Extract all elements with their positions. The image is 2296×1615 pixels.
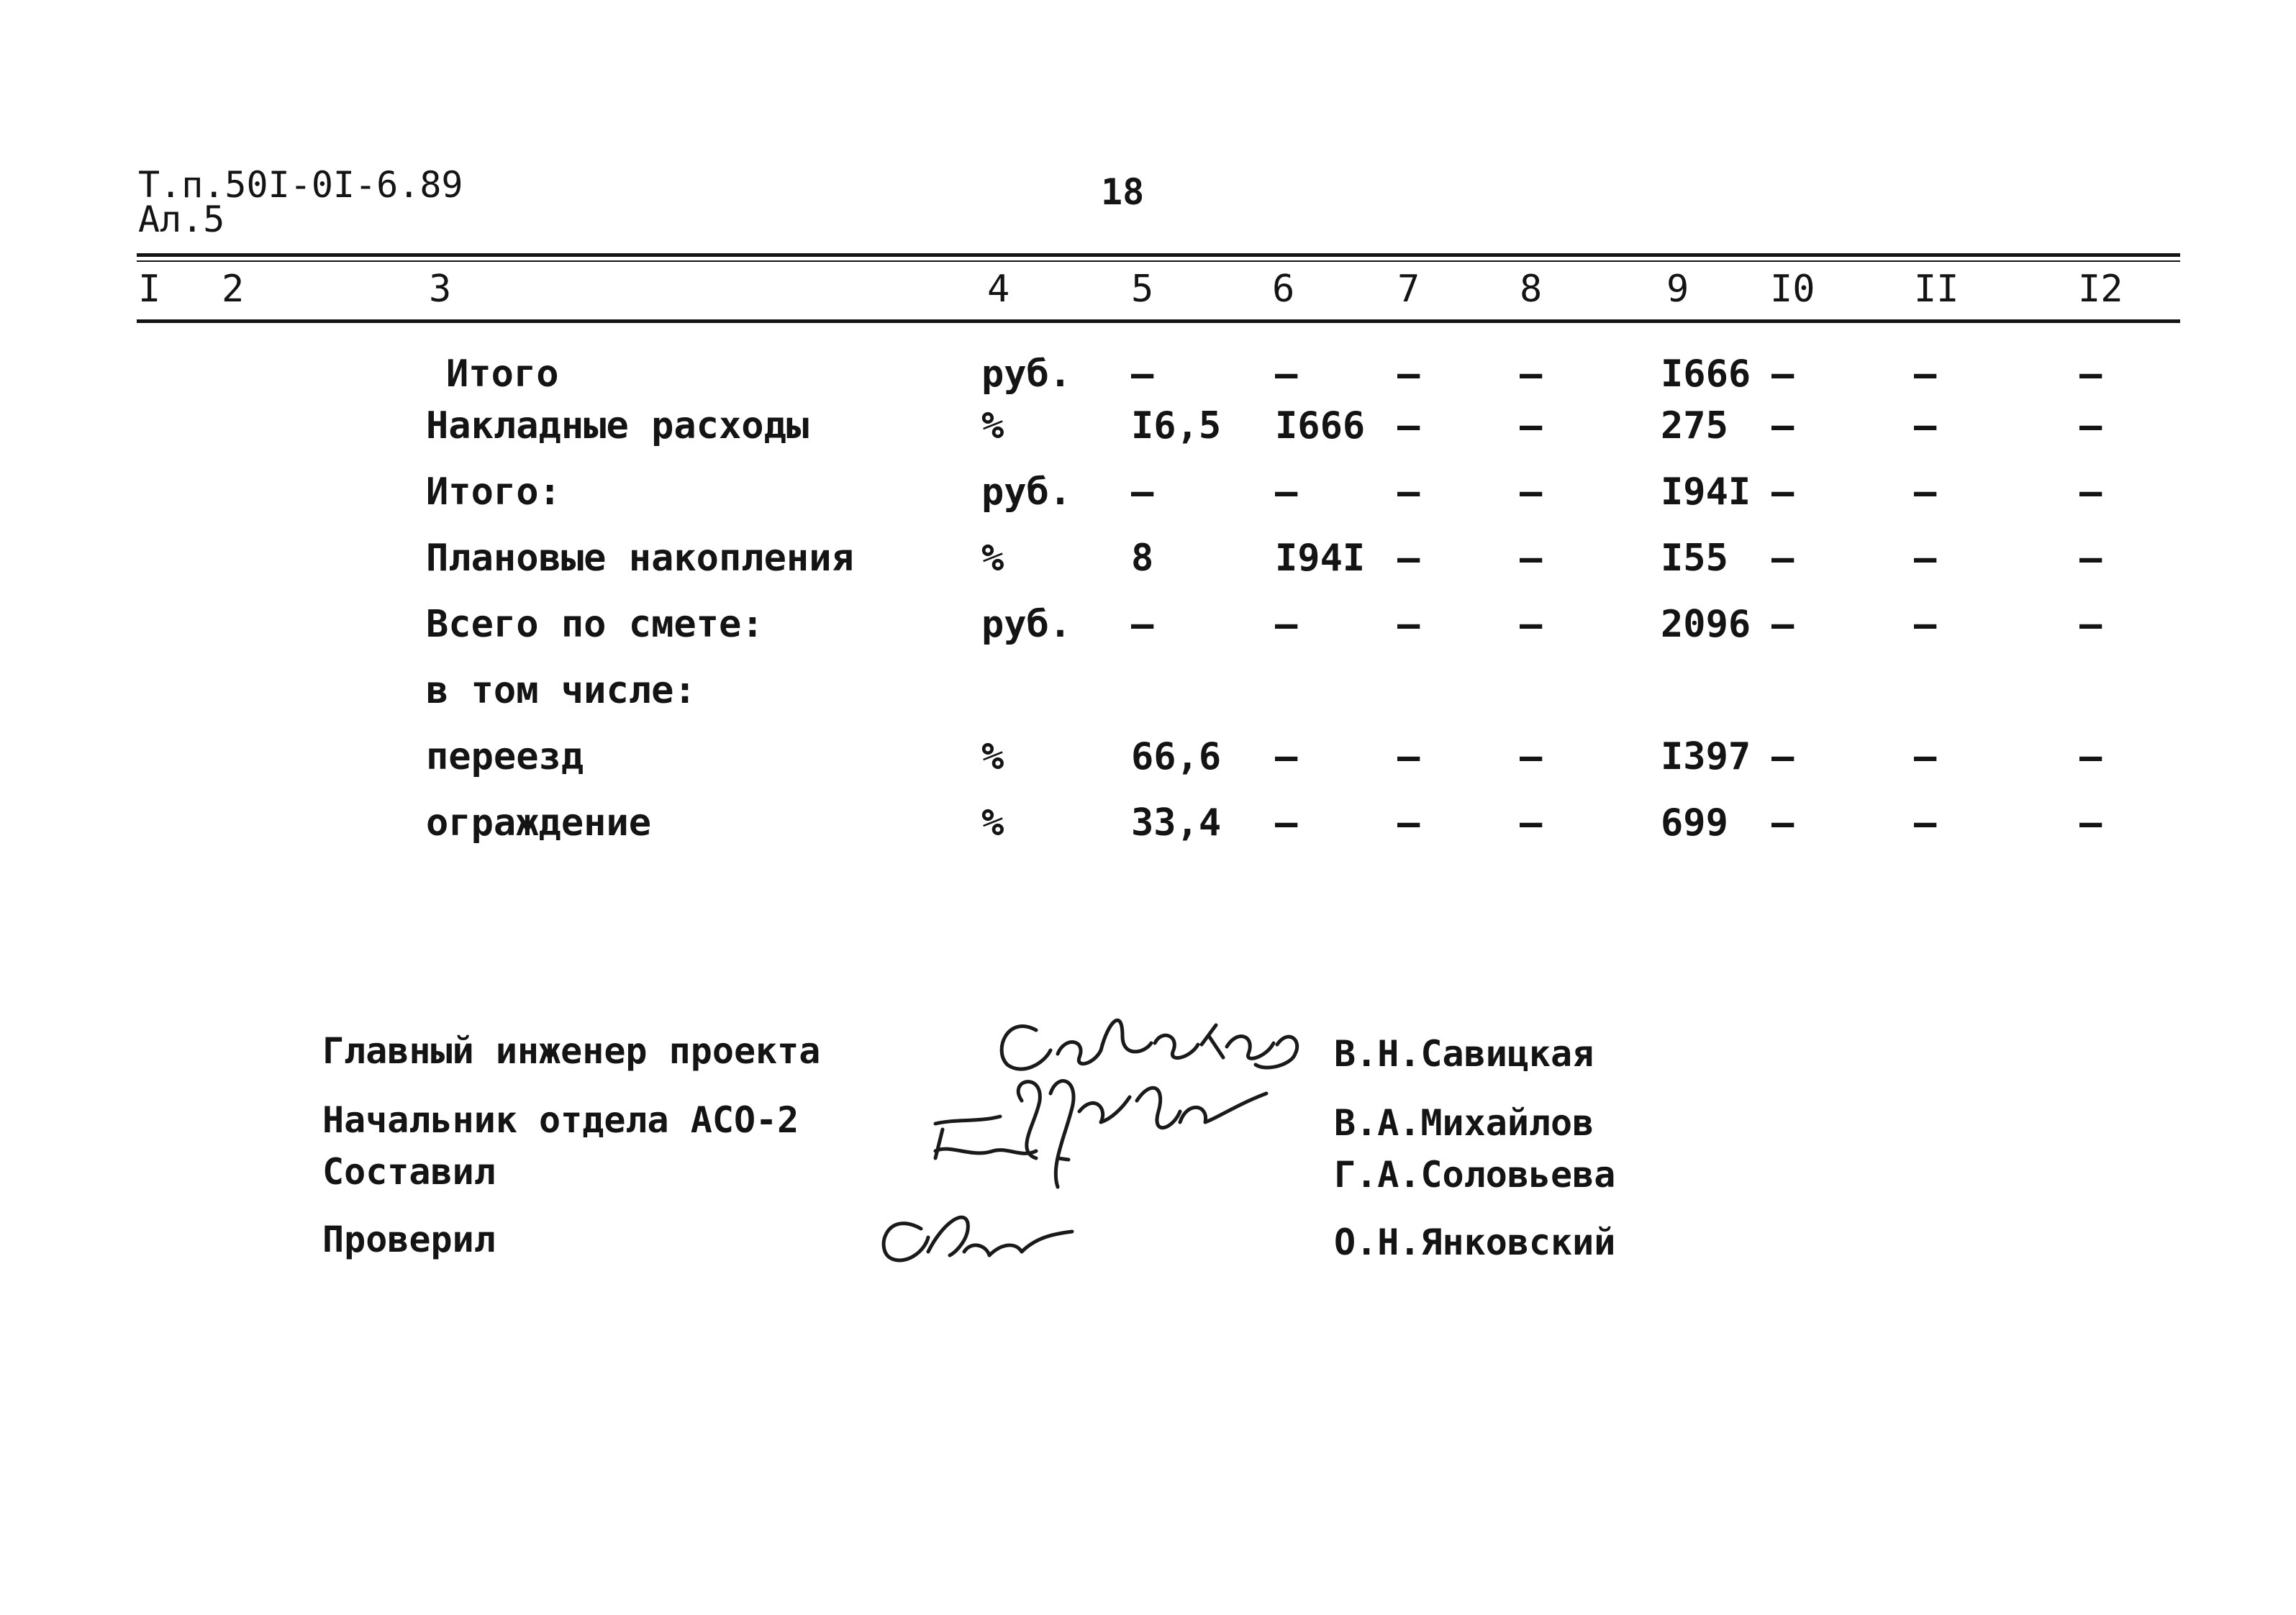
cell-col11: –: [1914, 735, 1937, 778]
row-unit: руб.: [981, 470, 1072, 514]
cell-col8: –: [1520, 404, 1543, 447]
cell-col6: –: [1275, 470, 1298, 514]
cell-col8: –: [1520, 352, 1543, 396]
cell-col8: –: [1520, 470, 1543, 514]
column-number: 8: [1520, 268, 1543, 311]
row-name: в том числе:: [426, 669, 696, 712]
cell-col7: –: [1397, 801, 1420, 845]
cell-col7: –: [1397, 537, 1420, 580]
cell-col5: I6,5: [1131, 404, 1222, 447]
signature-savitskaya: [1002, 1020, 1297, 1069]
cell-col11: –: [1914, 603, 1937, 646]
row-name: переезд: [426, 735, 584, 778]
cell-col11: –: [1914, 801, 1937, 845]
row-name: Плановые накопления: [426, 537, 854, 580]
cell-col5: 8: [1131, 537, 1154, 580]
cell-col9: 2096: [1661, 603, 1751, 646]
cell-col7: –: [1397, 352, 1420, 396]
cell-col6: –: [1275, 352, 1298, 396]
cell-col5: –: [1131, 470, 1154, 514]
signatory-name: Г.А.Соловьева: [1334, 1154, 1616, 1196]
row-unit: %: [981, 537, 1004, 580]
signatory-role: Главный инженер проекта: [322, 1030, 821, 1072]
cell-col9: I666: [1661, 352, 1751, 396]
signatory-name: О.Н.Янковский: [1334, 1222, 1616, 1263]
row-name: Итого: [446, 352, 559, 396]
cell-col10: –: [1771, 603, 1794, 646]
cell-col8: –: [1520, 603, 1543, 646]
cell-col9: 275: [1661, 404, 1728, 447]
signatory-name: В.А.Михайлов: [1334, 1102, 1594, 1144]
cell-col6: I666: [1275, 404, 1366, 447]
row-name: Всего по смете:: [426, 603, 764, 646]
cell-col7: –: [1397, 404, 1420, 447]
cell-col10: –: [1771, 404, 1794, 447]
cell-col12: –: [2079, 537, 2102, 580]
cell-col9: I55: [1661, 537, 1728, 580]
cell-col10: –: [1771, 735, 1794, 778]
cell-col5: 33,4: [1131, 801, 1222, 845]
column-number: II: [1914, 268, 1959, 311]
cell-col5: 66,6: [1131, 735, 1222, 778]
cell-col9: I94I: [1661, 470, 1751, 514]
row-name: Итого:: [426, 470, 561, 514]
signatory-role: Начальник отдела АСО-2: [322, 1099, 799, 1141]
column-number: 4: [987, 268, 1010, 311]
signature-yankovsky: [884, 1217, 1072, 1260]
cell-col5: –: [1131, 352, 1154, 396]
cell-col11: –: [1914, 404, 1937, 447]
album-number: Ал.5: [138, 199, 225, 240]
page-number: 18: [1101, 171, 1145, 213]
cell-col6: –: [1275, 735, 1298, 778]
column-number: I0: [1770, 268, 1815, 311]
cell-col5: –: [1131, 603, 1154, 646]
cell-col7: –: [1397, 603, 1420, 646]
cell-col8: –: [1520, 801, 1543, 845]
column-number: I2: [2078, 268, 2123, 311]
signatory-role: Составил: [322, 1151, 496, 1193]
column-number: 7: [1397, 268, 1420, 311]
cell-col9: I397: [1661, 735, 1751, 778]
cell-col11: –: [1914, 470, 1937, 514]
row-unit: %: [981, 801, 1004, 845]
row-unit: руб.: [981, 352, 1072, 396]
signatory-name: В.Н.Савицкая: [1334, 1033, 1594, 1075]
column-number: 5: [1131, 268, 1154, 311]
document-code: Т.п.50I-0I-6.89: [138, 164, 463, 206]
column-number: I: [138, 268, 161, 311]
cell-col12: –: [2079, 735, 2102, 778]
column-number: 9: [1666, 268, 1689, 311]
cell-col12: –: [2079, 404, 2102, 447]
cell-col10: –: [1771, 352, 1794, 396]
column-number: 2: [222, 268, 245, 311]
cell-col6: –: [1275, 603, 1298, 646]
cell-col6: –: [1275, 801, 1298, 845]
row-unit: %: [981, 404, 1004, 447]
cell-col10: –: [1771, 537, 1794, 580]
cell-col6: I94I: [1275, 537, 1366, 580]
cell-col12: –: [2079, 352, 2102, 396]
cell-col12: –: [2079, 801, 2102, 845]
cell-col10: –: [1771, 470, 1794, 514]
column-number: 6: [1272, 268, 1295, 311]
row-name: Накладные расходы: [426, 404, 809, 447]
cell-col9: 699: [1661, 801, 1728, 845]
cell-col8: –: [1520, 537, 1543, 580]
signatory-role: Проверил: [322, 1219, 496, 1260]
cell-col8: –: [1520, 735, 1543, 778]
row-unit: руб.: [981, 603, 1072, 646]
row-name: ограждение: [426, 801, 652, 845]
cell-col11: –: [1914, 537, 1937, 580]
cell-col12: –: [2079, 603, 2102, 646]
cell-col12: –: [2079, 470, 2102, 514]
row-unit: %: [981, 735, 1004, 778]
column-number: 3: [429, 268, 452, 311]
cell-col7: –: [1397, 735, 1420, 778]
cell-col11: –: [1914, 352, 1937, 396]
cell-col10: –: [1771, 801, 1794, 845]
signature-mikhailov: [935, 1081, 1266, 1187]
cell-col7: –: [1397, 470, 1420, 514]
